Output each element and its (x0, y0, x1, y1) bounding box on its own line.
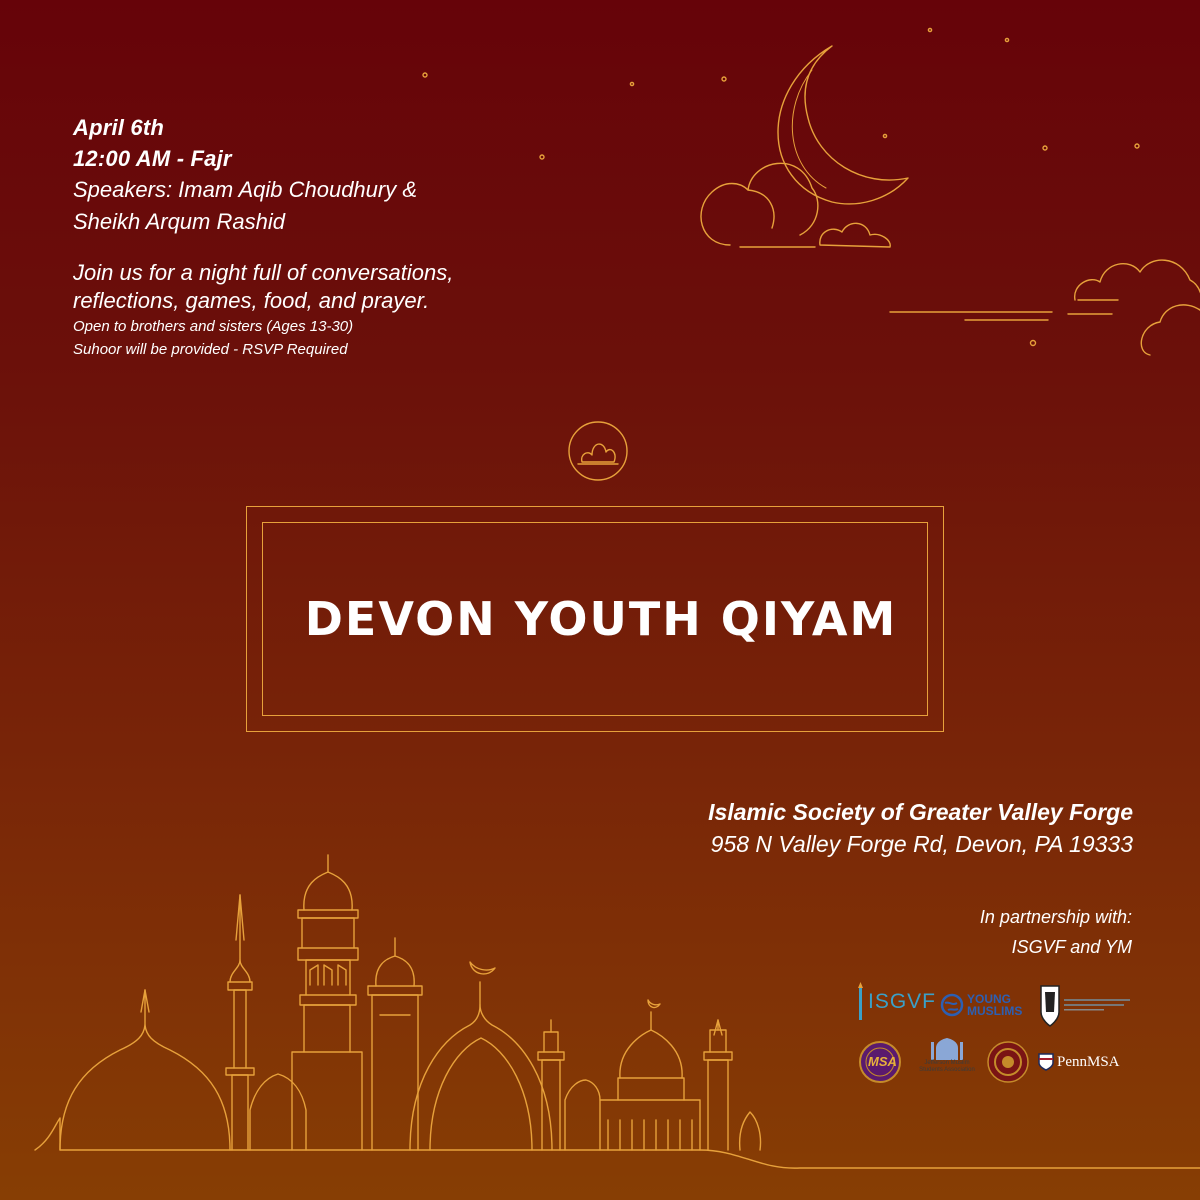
young-muslims-text-1: YOUNG (967, 992, 1012, 1006)
young-muslims-text-2: MUSLIMS (967, 1004, 1023, 1018)
title-frame (246, 506, 944, 732)
event-date: April 6th (73, 115, 165, 140)
jefferson-msa-logo (916, 1036, 978, 1088)
description-line-1: Join us for a night full of conversations, (73, 260, 454, 285)
partners-list: ISGVF and YM (1011, 937, 1132, 957)
event-title: DEVON YOUTH QIYAM (304, 592, 898, 646)
isgvf-logo-text: ISGVF (868, 990, 937, 1013)
isgvf-mark-icon (856, 982, 866, 1022)
eligibility-note: Open to brothers and sisters (Ages 13-30) (73, 318, 354, 335)
crescent-moon-icon (778, 46, 908, 204)
penn-shield-icon (1038, 1053, 1054, 1071)
partner-logos (852, 978, 1142, 1098)
speakers-line-1: Speakers: Imam Aqib Choudhury & (73, 177, 418, 202)
msa-logo (858, 1040, 902, 1084)
young-muslims-logo (940, 988, 1022, 1022)
partnership-info (980, 902, 1132, 962)
event-details (73, 112, 593, 361)
ornate-seal-icon (986, 1040, 1030, 1084)
emblem-icon (569, 422, 627, 480)
venue-info (708, 796, 1133, 860)
title-inner-frame (262, 522, 928, 716)
pennmsa-logo-text: PennMSA (1057, 1053, 1120, 1070)
partnership-label: In partnership with: (979, 907, 1132, 927)
event-description (73, 259, 593, 315)
description-line-2: reflections, games, food, and prayer. (73, 288, 430, 313)
jefferson-text-1: Jefferson Muslim (924, 1060, 970, 1066)
isgvf-logo (856, 982, 936, 1022)
jefferson-text-2: Students Association (919, 1067, 975, 1073)
globe-icon (940, 993, 964, 1017)
crest-text-lines (1062, 995, 1132, 1015)
mosque-icon (930, 1036, 964, 1060)
cloud-icon (890, 260, 1200, 355)
event-time: 12:00 AM - Fajr (73, 146, 232, 171)
student-association-logo (1038, 982, 1132, 1028)
crest-icon (1038, 982, 1062, 1028)
msa-logo-text: MSA (868, 1054, 897, 1069)
venue-address: 958 N Valley Forge Rd, Devon, PA 19333 (710, 831, 1133, 857)
rsvp-note: Suhoor will be provided - RSVP Required (73, 341, 348, 358)
venue-name: Islamic Society of Greater Valley Forge (708, 799, 1133, 825)
ornate-seal-logo (986, 1040, 1030, 1084)
speakers-line-2: Sheikh Arqum Rashid (73, 209, 285, 234)
pennmsa-logo (1038, 1050, 1120, 1074)
